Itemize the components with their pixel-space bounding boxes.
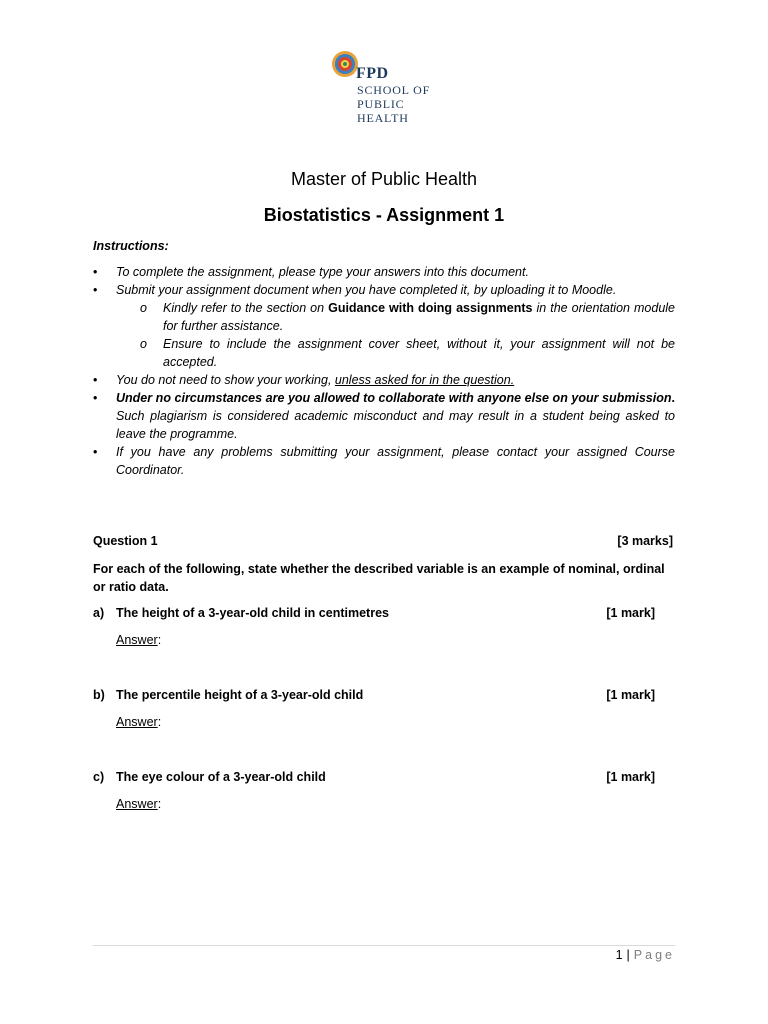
item-text: The eye colour of a 3-year-old child <box>116 770 326 784</box>
instruction-item <box>93 371 675 389</box>
answer-colon: : <box>157 797 162 811</box>
footer-separator: | <box>626 948 630 962</box>
instruction-text: Submit your assignment document when you have completed it, by uploading it to Moodle. <box>116 283 617 297</box>
instruction-punct: . <box>671 391 675 405</box>
bullet-icon: • <box>93 265 98 279</box>
fpd-logo <box>331 50 441 130</box>
item-text: The height of a 3-year-old child in centimetres <box>116 606 389 620</box>
question-intro: For each of the following, state whether the described variable is an example of nominal, ordinal or ratio data. <box>93 562 665 594</box>
answer-field-a[interactable] <box>116 633 161 647</box>
instruction-underlined: unless asked for in the question. <box>334 373 515 387</box>
document-title: Master of Public Health <box>290 169 478 189</box>
instruction-subitem <box>93 335 675 371</box>
instruction-text: To complete the assignment, please type your answers into this document. <box>116 265 529 279</box>
instruction-text: Kindly refer to the section on <box>163 301 329 315</box>
item-mark: [1 mark] <box>606 606 655 620</box>
bullet-icon: • <box>93 445 98 459</box>
question-marks: [3 marks] <box>617 534 673 548</box>
instruction-item <box>93 281 675 299</box>
bullet-icon: • <box>93 283 98 297</box>
logo-line-3: HEALTH <box>357 111 409 125</box>
answer-label: Answer <box>116 797 158 811</box>
logo-line-2: PUBLIC <box>357 97 405 111</box>
answer-colon: : <box>157 715 162 729</box>
instruction-item <box>93 443 675 479</box>
item-text: The percentile height of a 3-year-old child <box>116 688 364 702</box>
item-letter: c) <box>93 770 105 784</box>
item-mark: [1 mark] <box>606 770 655 784</box>
instruction-emphasis: Guidance with doing assignments <box>328 301 533 315</box>
item-letter: b) <box>93 688 105 702</box>
bullet-icon: • <box>93 373 98 387</box>
item-letter: a) <box>93 606 105 620</box>
document-subtitle: Biostatistics - Assignment 1 <box>263 205 505 225</box>
answer-field-c[interactable] <box>116 797 161 811</box>
sub-bullet-icon: o <box>140 337 147 351</box>
item-mark: [1 mark] <box>606 688 655 702</box>
answer-field-b[interactable] <box>116 715 161 729</box>
instruction-text: Such plagiarism is considered academic misconduct and may result in a student being asked to leave the programme. <box>116 409 675 441</box>
instructions-list <box>93 263 675 479</box>
footer-divider <box>93 945 675 946</box>
instruction-text: in the orientation module for further assistance. <box>163 301 675 333</box>
sub-bullet-icon: o <box>140 301 147 315</box>
logo-line-1: SCHOOL OF <box>357 83 431 97</box>
instruction-item <box>93 263 675 281</box>
instruction-emphasis: Under no circumstances are you allowed to collaborate with anyone else on your submission <box>116 391 672 405</box>
answer-label: Answer <box>116 715 158 729</box>
instruction-text: Ensure to include the assignment cover sheet, without it, your assignment will not be accepted. <box>163 337 675 369</box>
question-title: Question 1 <box>93 534 158 548</box>
instruction-text: You do not need to show your working, <box>116 373 335 387</box>
instruction-subitem <box>93 299 675 335</box>
bullet-icon: • <box>93 391 98 405</box>
page-number: 1 <box>615 948 623 962</box>
answer-label: Answer <box>116 633 158 647</box>
instruction-text: If you have any problems submitting your assignment, please contact your assigned Course Coordinator. <box>116 445 675 477</box>
question-header <box>93 534 673 548</box>
page-word: Page <box>633 948 675 962</box>
answer-colon: : <box>157 633 162 647</box>
instructions-label: Instructions: <box>93 239 169 253</box>
logo-brand: FPD <box>356 65 389 82</box>
instruction-item <box>93 389 675 443</box>
page-footer <box>616 948 675 962</box>
